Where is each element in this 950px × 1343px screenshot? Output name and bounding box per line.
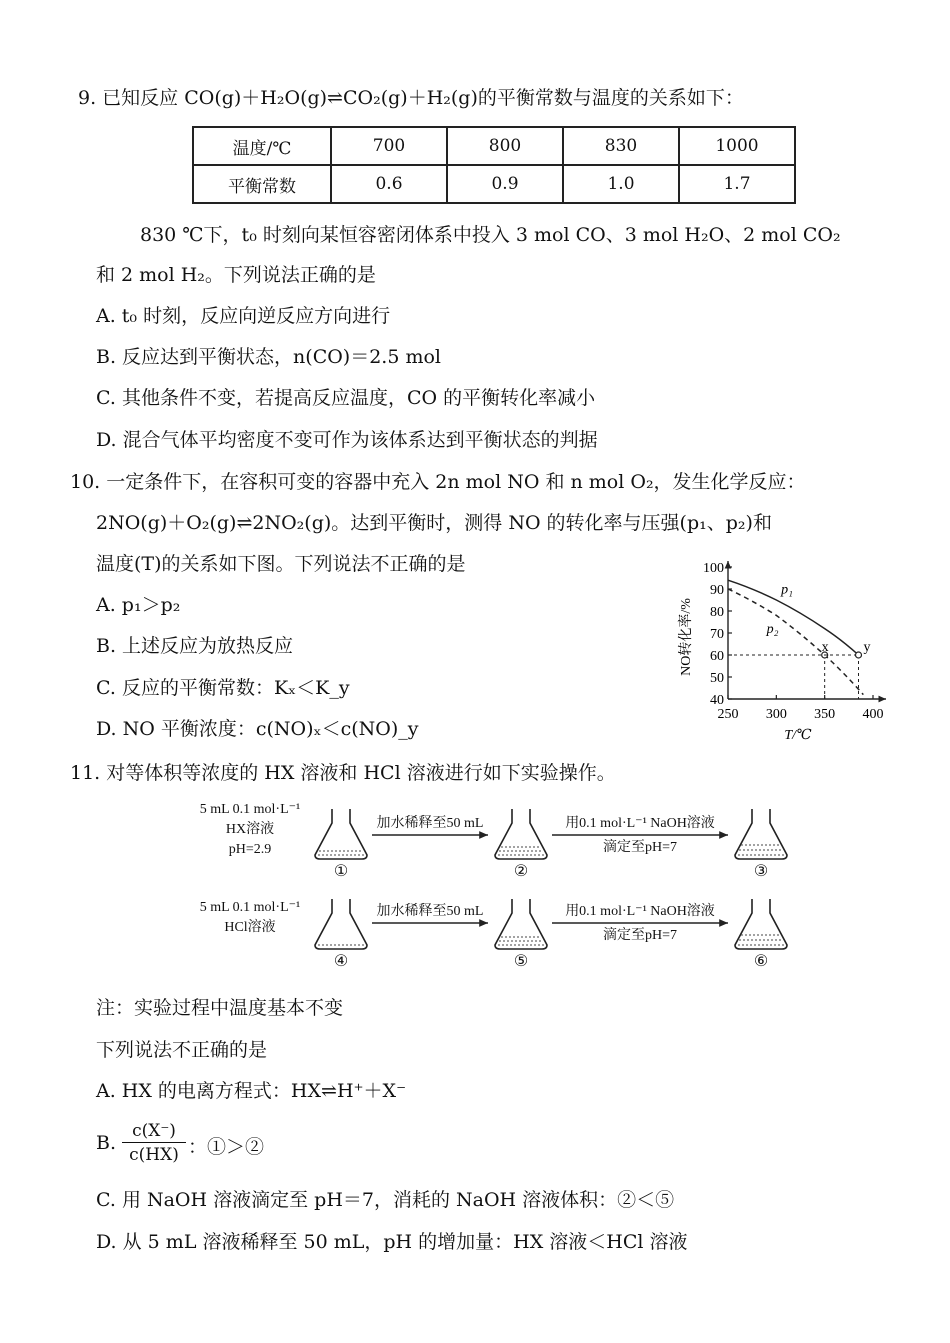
step-titrate-2b: 滴定至pH=7 <box>602 928 677 943</box>
flask-2 <box>495 809 547 859</box>
q11-note: 注：实验过程中温度基本不变 <box>96 997 344 1019</box>
x-tick-label: 400 <box>862 707 884 722</box>
x-tick-label: 250 <box>717 707 739 722</box>
q11-option-b-prefix: B. <box>96 1132 117 1154</box>
q10-option-c: C. 反应的平衡常数：Kₓ＜K_y <box>96 677 350 699</box>
point-label-y: y <box>863 640 871 655</box>
q9-stem: 9. 已知反应 CO(g)＋H₂O(g)⇌CO₂(g)＋H₂(g)的平衡常数与温度的关系如下： <box>78 87 744 109</box>
y-axis-label: NO转化率/% <box>679 598 694 676</box>
q9-option-c: C. 其他条件不变，若提高反应温度，CO 的平衡转化率减小 <box>96 387 596 409</box>
q11-option-b-denominator: c(HX) <box>129 1145 179 1165</box>
flask-5 <box>495 899 547 949</box>
flask-1 <box>315 809 367 859</box>
q9-option-b: B. 反应达到平衡状态，n(CO)＝2.5 mol <box>96 346 442 368</box>
q9-option-a: A. t₀ 时刻，反应向逆反应方向进行 <box>96 305 391 327</box>
table-cell: 800 <box>447 127 563 165</box>
no-conversion-chart <box>668 555 898 745</box>
q10-stem-3: 温度(T)的关系如下图。下列说法不正确的是 <box>96 553 466 575</box>
table-cell: 830 <box>563 127 679 165</box>
y-tick-label: 70 <box>710 627 724 642</box>
table-header-temperature: 温度/℃ <box>193 127 331 165</box>
q11-question: 下列说法不正确的是 <box>96 1039 268 1061</box>
series-label-1: p₁ <box>781 582 794 598</box>
step-titrate-1a: 用0.1 mol·L⁻¹ NaOH溶液 <box>565 816 715 831</box>
step-titrate-1b: 滴定至pH=7 <box>602 840 677 855</box>
table-row <box>193 127 795 165</box>
flask-6 <box>735 899 787 949</box>
q11-option-c: C. 用 NaOH 溶液滴定至 pH＝7，消耗的 NaOH 溶液体积：②＜⑤ <box>96 1189 675 1211</box>
sample-hx-concentration: 5 mL 0.1 mol·L⁻¹ <box>199 802 301 817</box>
label-6: ⑥ <box>753 953 769 970</box>
label-1: ① <box>333 863 349 880</box>
step-dilute-2: 加水稀释至50 mL <box>376 904 484 919</box>
step-titrate-2a: 用0.1 mol·L⁻¹ NaOH溶液 <box>565 904 715 919</box>
x-tick-label: 350 <box>814 707 836 722</box>
label-3: ③ <box>753 863 769 880</box>
table-cell: 0.6 <box>331 165 447 203</box>
sample-hx-name: HX溶液 <box>225 822 275 837</box>
q10-option-a: A. p₁＞p₂ <box>96 594 181 616</box>
q10-option-d: D. NO 平衡浓度：c(NO)ₓ＜c(NO)_y <box>96 718 419 740</box>
flask-4 <box>315 899 367 949</box>
sample-hcl-name: HCl溶液 <box>224 920 276 935</box>
series-line-1 <box>728 580 859 655</box>
q11-option-b-numerator: c(X⁻) <box>122 1120 186 1143</box>
y-tick-label: 80 <box>710 605 724 620</box>
q11-option-b-suffix: ：①＞② <box>188 1136 265 1158</box>
equilibrium-constant-table <box>192 126 796 204</box>
q11-option-a: A. HX 的电离方程式：HX⇌H⁺＋X⁻ <box>96 1080 407 1102</box>
sample-hx-ph: pH=2.9 <box>228 842 272 857</box>
sample-hcl-concentration: 5 mL 0.1 mol·L⁻¹ <box>199 900 301 915</box>
table-cell: 700 <box>331 127 447 165</box>
q11-stem: 11. 对等体积等浓度的 HX 溶液和 HCl 溶液进行如下实验操作。 <box>70 762 616 784</box>
label-2: ② <box>513 863 529 880</box>
table-header-constant: 平衡常数 <box>193 165 331 203</box>
label-5: ⑤ <box>513 953 529 970</box>
table-cell: 1.7 <box>679 165 795 203</box>
table-row <box>193 165 795 203</box>
q9-option-d: D. 混合气体平均密度不变可作为该体系达到平衡状态的判据 <box>96 429 598 451</box>
series-label-2: p₂ <box>766 622 779 637</box>
q11-option-d: D. 从 5 mL 溶液稀释至 50 mL，pH 的增加量：HX 溶液＜HCl 溶液 <box>96 1231 688 1253</box>
y-tick-label: 100 <box>703 561 724 576</box>
table-cell: 0.9 <box>447 165 563 203</box>
experiment-flow-diagram <box>180 795 820 985</box>
x-axis-label: T/℃ <box>784 728 812 743</box>
point-y <box>856 652 862 658</box>
q10-stem-1: 10. 一定条件下，在容积可变的容器中充入 2n mol NO 和 n mol O₂，发生化学反应： <box>70 471 806 493</box>
q9-condition-1: 830 ℃下，t₀ 时刻向某恒容密闭体系中投入 3 mol CO、3 mol H₂O、2 mol CO₂ <box>140 224 841 246</box>
y-tick-label: 40 <box>710 693 724 708</box>
label-4: ④ <box>333 953 349 970</box>
point-label-x: x <box>821 640 829 655</box>
y-tick-label: 50 <box>710 671 724 686</box>
q9-condition-2: 和 2 mol H₂。下列说法正确的是 <box>96 264 376 286</box>
flask-3 <box>735 809 787 859</box>
q10-option-b: B. 上述反应为放热反应 <box>96 635 294 657</box>
q10-stem-2: 2NO(g)＋O₂(g)⇌2NO₂(g)。达到平衡时，测得 NO 的转化率与压强(p₁、p₂)和 <box>96 512 772 534</box>
y-tick-label: 60 <box>710 649 724 664</box>
table-cell: 1.0 <box>563 165 679 203</box>
table-cell: 1000 <box>679 127 795 165</box>
x-tick-label: 300 <box>765 707 787 722</box>
step-dilute-1: 加水稀释至50 mL <box>376 816 484 831</box>
y-tick-label: 90 <box>710 583 724 598</box>
